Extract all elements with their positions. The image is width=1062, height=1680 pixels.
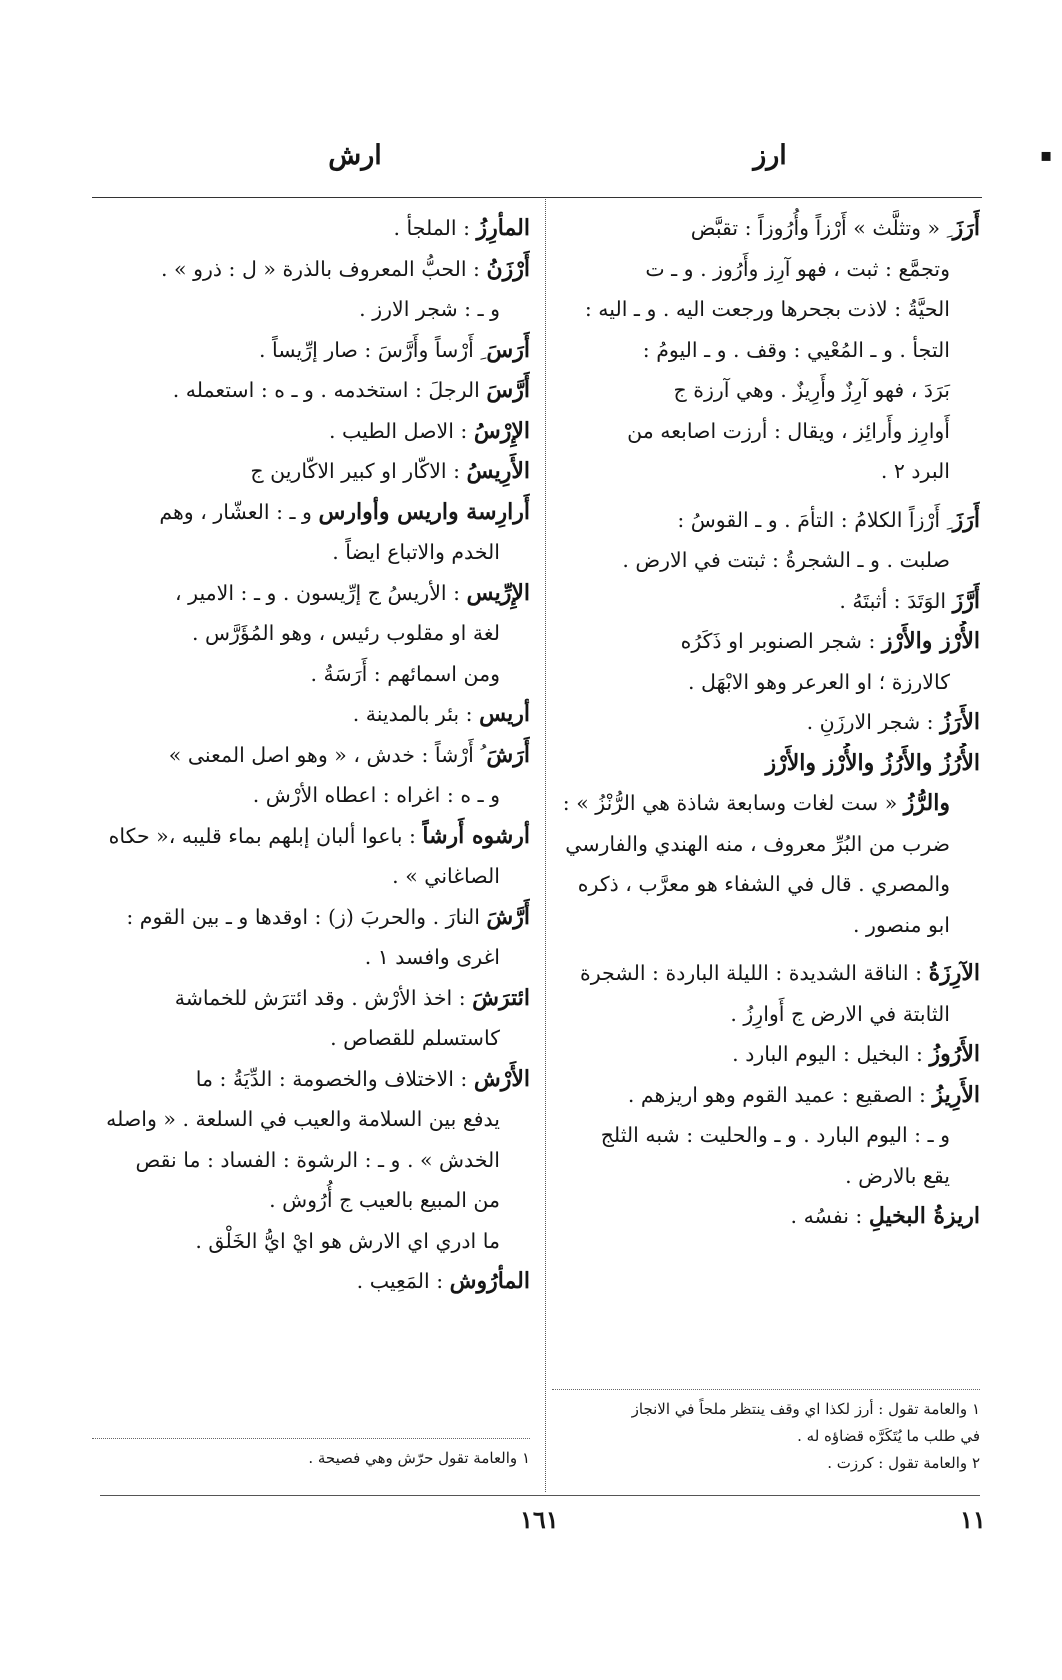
entry-line: [92, 897, 530, 938]
entry-line: [552, 905, 980, 946]
definition-text: الخدم والاتباع ايضاً .: [332, 540, 500, 564]
headword: ائترَشَ: [472, 984, 530, 1011]
entry-line: [92, 330, 530, 371]
definition-text: لغة او مقلوب رئيس ، وهو المُؤَرَّس .: [191, 621, 500, 645]
entry-line: [92, 1221, 530, 1262]
entry-line: [92, 613, 530, 654]
headword: أَرَّسَ: [486, 377, 530, 403]
definition-text: الوَتَدَ : أثبتَهُ .: [839, 588, 953, 613]
headword: الأَرُوزُ: [929, 1041, 980, 1067]
header-rule: [92, 197, 982, 198]
entry-line: [552, 581, 980, 622]
definition-text: النارَ . والحربَ (ز) : اوقدها و ـ بين القوم :: [126, 904, 487, 929]
headword: اريزةُ البخيلِ: [868, 1203, 980, 1229]
entry-line: [92, 1018, 530, 1059]
entry-line: [92, 1180, 530, 1221]
definition-text: اغرى وافسد ١ .: [364, 945, 500, 969]
column-divider: [545, 199, 546, 1492]
entry-line: [552, 289, 980, 330]
definition-text: : الاصل الطيب .: [328, 418, 474, 443]
headword: المأرُوش: [449, 1268, 530, 1294]
entry-line: [552, 249, 980, 290]
entry-gap: [552, 945, 980, 953]
entry-line: [552, 500, 980, 541]
entry-line: [92, 694, 530, 735]
entry-gap: [552, 492, 980, 500]
entry-line: [92, 532, 530, 573]
entry-line: [92, 573, 530, 614]
entry-line: [92, 856, 530, 897]
headword: أَرارِسة واريس وأوارس: [318, 498, 530, 525]
definition-text: : نفسُه .: [790, 1204, 869, 1228]
entry-line: [552, 743, 980, 784]
definition-text: و ـ ه : اغراه : اعطاه الأرْش .: [252, 783, 500, 807]
entry-line: [552, 411, 980, 452]
definition-text: : الاكّار او كبير الاكّارين ج: [250, 459, 467, 483]
headword: الأَرَزُ: [940, 709, 980, 735]
page-number-center: ١٦١: [520, 1505, 559, 1534]
right-footnotes: [552, 1385, 980, 1477]
entry-line: [92, 249, 530, 290]
entry-line: [552, 662, 980, 703]
definition-text: بَرَدَ ، فهو آرِزٌ وأَرِيزٌ . وهي آرزة ج: [673, 378, 950, 402]
definition-text: البرد ٢ .: [880, 459, 950, 483]
entry-line: [552, 451, 980, 492]
entry-line: [552, 1156, 980, 1197]
entry-line: [92, 654, 530, 695]
left-column: [92, 208, 530, 1302]
headword: الأَرْش: [473, 1065, 530, 1092]
headword: أريس: [479, 701, 530, 727]
definition-text: : المَعِيب .: [356, 1269, 450, 1293]
entry-line: [92, 451, 530, 492]
entry-line: [92, 492, 530, 533]
definition-text: : شجر الصنوبر او ذَكَرُه: [680, 629, 882, 653]
footnote: ١ والعامة تقول حرّش وهي فصيحة .: [308, 1449, 530, 1467]
edge-mark: ▪: [1040, 145, 1053, 166]
entry-line: [92, 370, 530, 411]
entry-line: [552, 953, 980, 994]
definition-text: وتجمَّع : ثبت ، فهو آرِز وأَرُوز . و ـ ت: [645, 256, 950, 281]
entry-line: [92, 816, 530, 857]
definition-text: أَوارِز وأَرائِز ، ويقال : أرزت اصابعه من: [627, 418, 950, 443]
entry-line: [552, 208, 980, 249]
definition-text: : بئر بالمدينة .: [352, 702, 480, 726]
entry-line: [552, 370, 980, 411]
definition-text: : الناقة الشديدة : الليلة الباردة : الشجرة: [580, 961, 929, 985]
right-column: [552, 208, 980, 1237]
entry-line: [552, 783, 980, 824]
definition-text: و ـ : شجر الارز .: [359, 297, 500, 321]
headword: أَرَشَ: [486, 741, 530, 768]
headword: أرشوه أَرشاً: [422, 822, 530, 849]
definition-text: من المبيع بالعيب ج أُرُوش .: [269, 1188, 500, 1212]
entry-line: [552, 621, 980, 662]
entry-line: [552, 1075, 980, 1116]
definition-text: الثابتة في الارض ج أَوارِزُ .: [730, 1001, 950, 1026]
headword: الأُرْز والأَرْز: [881, 628, 980, 654]
headword: الإِرِّيس: [466, 579, 530, 606]
headword: المأرِزُ: [476, 215, 530, 241]
definition-text: الخدش » . و ـ : الرشوة : الفساد : ما نقص: [135, 1147, 500, 1172]
entry-line: [552, 702, 980, 743]
definition-text: كالارزة ؛ او العرعر وهو الابْهَل .: [687, 669, 950, 694]
headword: الأُرُزُ والأَرُزُ والأُرْز والأَرْز: [765, 749, 980, 776]
definition-text: : البخيل : اليوم البارد .: [732, 1042, 930, 1066]
definition-text: ِ أَرْساً وأَرَّسَ : صار إرِّيساً .: [258, 337, 487, 362]
headword: أَرَّشَ: [486, 903, 530, 930]
page-number-right: ١١: [960, 1505, 986, 1534]
entry-line: [552, 864, 980, 905]
definition-text: والمصري . قال في الشفاء هو معرَّب ، ذكره: [577, 872, 950, 896]
entry-line: [92, 1059, 530, 1100]
definition-text: ومن اسمائهم : أَرَسَةُ .: [310, 661, 500, 686]
entry-line: [92, 1140, 530, 1181]
entry-line: [552, 1034, 980, 1075]
entry-line: [552, 330, 980, 371]
definition-text: : الحبُّ المعروف بالذرة « ل : ذرو » .: [161, 256, 487, 281]
definition-text: ِ أَرْزاً الكلامُ : التأمَ . و ـ القوسُ :: [677, 507, 953, 532]
entry-line: [92, 775, 530, 816]
footnote: ١ والعامة تقول : أرز لكذا اي وقف ينتظر ملحاً في الانجاز: [631, 1400, 980, 1418]
definition-text: ضرب من البُرِّ معروف ، منه الهندي والفارسي: [565, 831, 950, 856]
definition-text: : اخذ الأرْش . وقد ائترَش للخماشة: [174, 985, 473, 1010]
entry-line: [92, 411, 530, 452]
definition-text: : باعوا ألبان إبلهم بماء قليبه ،« حكاه: [108, 823, 423, 848]
headword: أَرَزَ: [952, 506, 980, 533]
entry-line: [92, 735, 530, 776]
header-right-title: ارز: [753, 140, 787, 171]
headword: أَرْزَنُ: [486, 255, 530, 282]
entry-line: [92, 1261, 530, 1302]
definition-text: صلبت . و ـ الشجرةُ : ثبتت في الارض .: [622, 548, 950, 572]
footnote-separator: [552, 1389, 980, 1390]
entry-line: [92, 978, 530, 1019]
headword: الإِرْسُ: [473, 417, 530, 444]
headword: الآرِزَةُ: [928, 960, 980, 986]
header-left-title: ارش: [328, 140, 382, 171]
footnote: ٢ والعامة تقول : كرزت .: [827, 1454, 980, 1472]
definition-text: الصاغاني » .: [392, 864, 500, 888]
entry-line: [92, 937, 530, 978]
definition-text: ُ أَرْشاً : خدش ، « وهو اصل المعنى »: [168, 742, 487, 767]
entry-line: [552, 1196, 980, 1237]
left-footnotes: [92, 1438, 530, 1472]
headword: أَرَّزَ: [952, 587, 980, 614]
definition-text: ابو منصور .: [853, 912, 950, 937]
entry-line: [552, 824, 980, 865]
headword: الأَرِيزُ: [932, 1081, 980, 1108]
definition-text: ِ « وتثلَّث » أَرْزاً وأُرُوزاً : تقبَّض: [690, 216, 953, 240]
definition-text: : الملجأ .: [393, 216, 477, 240]
definition-text: : شجر الارزَنِ .: [806, 710, 941, 734]
footer-rule: [100, 1495, 980, 1496]
definition-text: يدفع بين السلامة والعيب في السلعة . « واصله: [106, 1107, 500, 1131]
entry-line: [92, 208, 530, 249]
headword: والرُّزُ: [903, 790, 950, 816]
headword: الأَرِيسُ: [466, 458, 530, 484]
definition-text: التجأ . و ـ المُعْيي : وقف . و ـ اليومُ :: [642, 337, 950, 362]
definition-text: كاستسلم للقصاص .: [330, 1026, 500, 1050]
entry-line: [92, 1099, 530, 1140]
definition-text: يقع بالارض .: [845, 1163, 950, 1188]
definition-text: و ـ : العشّار ، وهم: [159, 499, 319, 524]
definition-text: : الصقيع : عميد القوم وهو اريزهم .: [627, 1082, 933, 1107]
headword: أَرَسَ: [486, 336, 530, 363]
definition-text: : الاختلاف والخصومة : الدِّيَةُ : ما: [195, 1066, 474, 1091]
definition-text: : الأريسُ ج إرِّيسون . و ـ : الامير ،: [175, 580, 467, 605]
definition-text: و ـ : اليوم البارد . و ـ والحليت : شبه الثلج: [600, 1123, 950, 1147]
definition-text: الرجلَ : استخدمه . و ـ ه : استعمله .: [172, 378, 487, 402]
entry-line: [92, 289, 530, 330]
entry-line: [552, 540, 980, 581]
headword: أَرَزَ: [952, 215, 980, 241]
definition-text: ما ادري اي الارش هو ايْ ايُّ الخَلْق .: [195, 1228, 500, 1253]
footnote: في طلب ما يُتَكَرَّه قضاؤه له .: [797, 1427, 980, 1445]
definition-text: « ست لغات وسابعة شاذة هي الرُّنْزُ » :: [562, 791, 904, 815]
entry-line: [552, 1115, 980, 1156]
definition-text: الحيَّةُ : لاذت بجحرها ورجعت اليه . و ـ اليه :: [584, 297, 950, 321]
entry-line: [552, 994, 980, 1035]
